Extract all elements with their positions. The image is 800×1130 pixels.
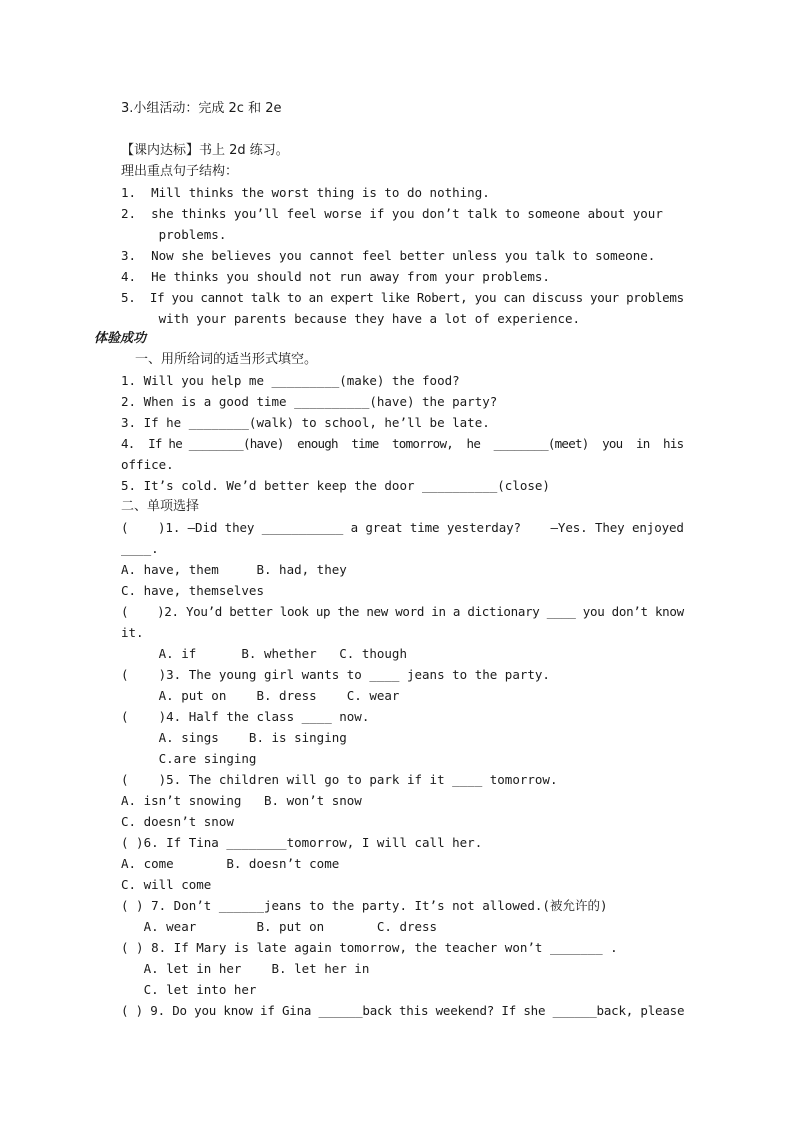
mc-options-2: A. if B. whether C. though bbox=[121, 646, 407, 661]
key-sentence-5-cont: with your parents because they have a lot of experience. bbox=[121, 311, 581, 326]
mc-question-2: ( )2. You’d better look up the new word in a dictionary ____ you don’t know bbox=[121, 604, 684, 619]
fill-blank-4: 4. If he ________(have) enough time tomorrow, he ________(meet) you in his bbox=[121, 436, 684, 451]
fill-blank-4-cont: office. bbox=[121, 457, 174, 472]
key-sentence-2: 2. she thinks you’ll feel worse if you don’t talk to someone about your bbox=[121, 206, 663, 221]
mc-options-6b: C. will come bbox=[121, 877, 212, 892]
fill-blank-1: 1. Will you help me _________(make) the food? bbox=[121, 373, 460, 388]
mc-question-4: ( )4. Half the class ____ now. bbox=[121, 709, 370, 724]
in-class-subtitle: 理出重点句子结构： bbox=[121, 164, 239, 179]
mc-question-1: ( )1. —Did they ___________ a great time yesterday? —Yes. They enjoyed bbox=[121, 520, 684, 535]
mc-options-7: A. wear B. put on C. dress bbox=[121, 919, 438, 934]
key-sentence-2-cont: problems. bbox=[121, 227, 227, 242]
mc-question-3: ( )3. The young girl wants to ____ jeans to the party. bbox=[121, 667, 550, 682]
section-title: 体验成功 bbox=[94, 331, 147, 346]
mc-question-7: ( ) 7. Don’t ______jeans to the party. It’s not allowed.(被允许的) bbox=[121, 898, 608, 913]
mc-options-8a: A. let in her B. let her in bbox=[121, 961, 370, 976]
mc-options-4b: C.are singing bbox=[121, 751, 257, 766]
mc-question-6: ( )6. If Tina ________tomorrow, I will call her. bbox=[121, 835, 483, 850]
part2-title: 二、单项选择 bbox=[121, 499, 200, 514]
in-class-title: 【课内达标】书上 2d 练习。 bbox=[121, 143, 289, 158]
key-sentence-5: 5. If you cannot talk to an expert like Robert, you can discuss your problems bbox=[121, 290, 684, 305]
mc-question-8: ( ) 8. If Mary is late again tomorrow, the teacher won’t _______ . bbox=[121, 940, 618, 955]
key-sentence-4: 4. He thinks you should not run away from your problems. bbox=[121, 269, 550, 284]
mc-options-4a: A. sings B. is singing bbox=[121, 730, 347, 745]
mc-options-5b: C. doesn’t snow bbox=[121, 814, 234, 829]
fill-blank-5: 5. It’s cold. We’d better keep the door __________(close) bbox=[121, 478, 550, 493]
key-sentence-1: 1. Mill thinks the worst thing is to do nothing. bbox=[121, 185, 490, 200]
mc-options-5a: A. isn’t snowing B. won’t snow bbox=[121, 793, 362, 808]
mc-options-6a: A. come B. doesn’t come bbox=[121, 856, 340, 871]
mc-options-1b: C. have, themselves bbox=[121, 583, 264, 598]
mc-question-9: ( ) 9. Do you know if Gina ______back this weekend? If she ______back, please bbox=[121, 1003, 685, 1018]
part1-title: 一、用所给词的适当形式填空。 bbox=[135, 352, 318, 367]
fill-blank-3: 3. If he ________(walk) to school, he’ll be late. bbox=[121, 415, 490, 430]
fill-blank-2: 2. When is a good time __________(have) the party? bbox=[121, 394, 498, 409]
mc-question-1-cont: ____. bbox=[121, 541, 159, 556]
mc-options-8b: C. let into her bbox=[121, 982, 257, 997]
mc-question-5: ( )5. The children will go to park if it ____ tomorrow. bbox=[121, 772, 558, 787]
mc-options-1a: A. have, them B. had, they bbox=[121, 562, 347, 577]
mc-question-2-cont: it. bbox=[121, 625, 144, 640]
key-sentence-3: 3. Now she believes you cannot feel better unless you talk to someone. bbox=[121, 248, 656, 263]
group-activity-line: 3.小组活动：完成 2c 和 2e bbox=[121, 101, 282, 116]
mc-options-3: A. put on B. dress C. wear bbox=[121, 688, 400, 703]
